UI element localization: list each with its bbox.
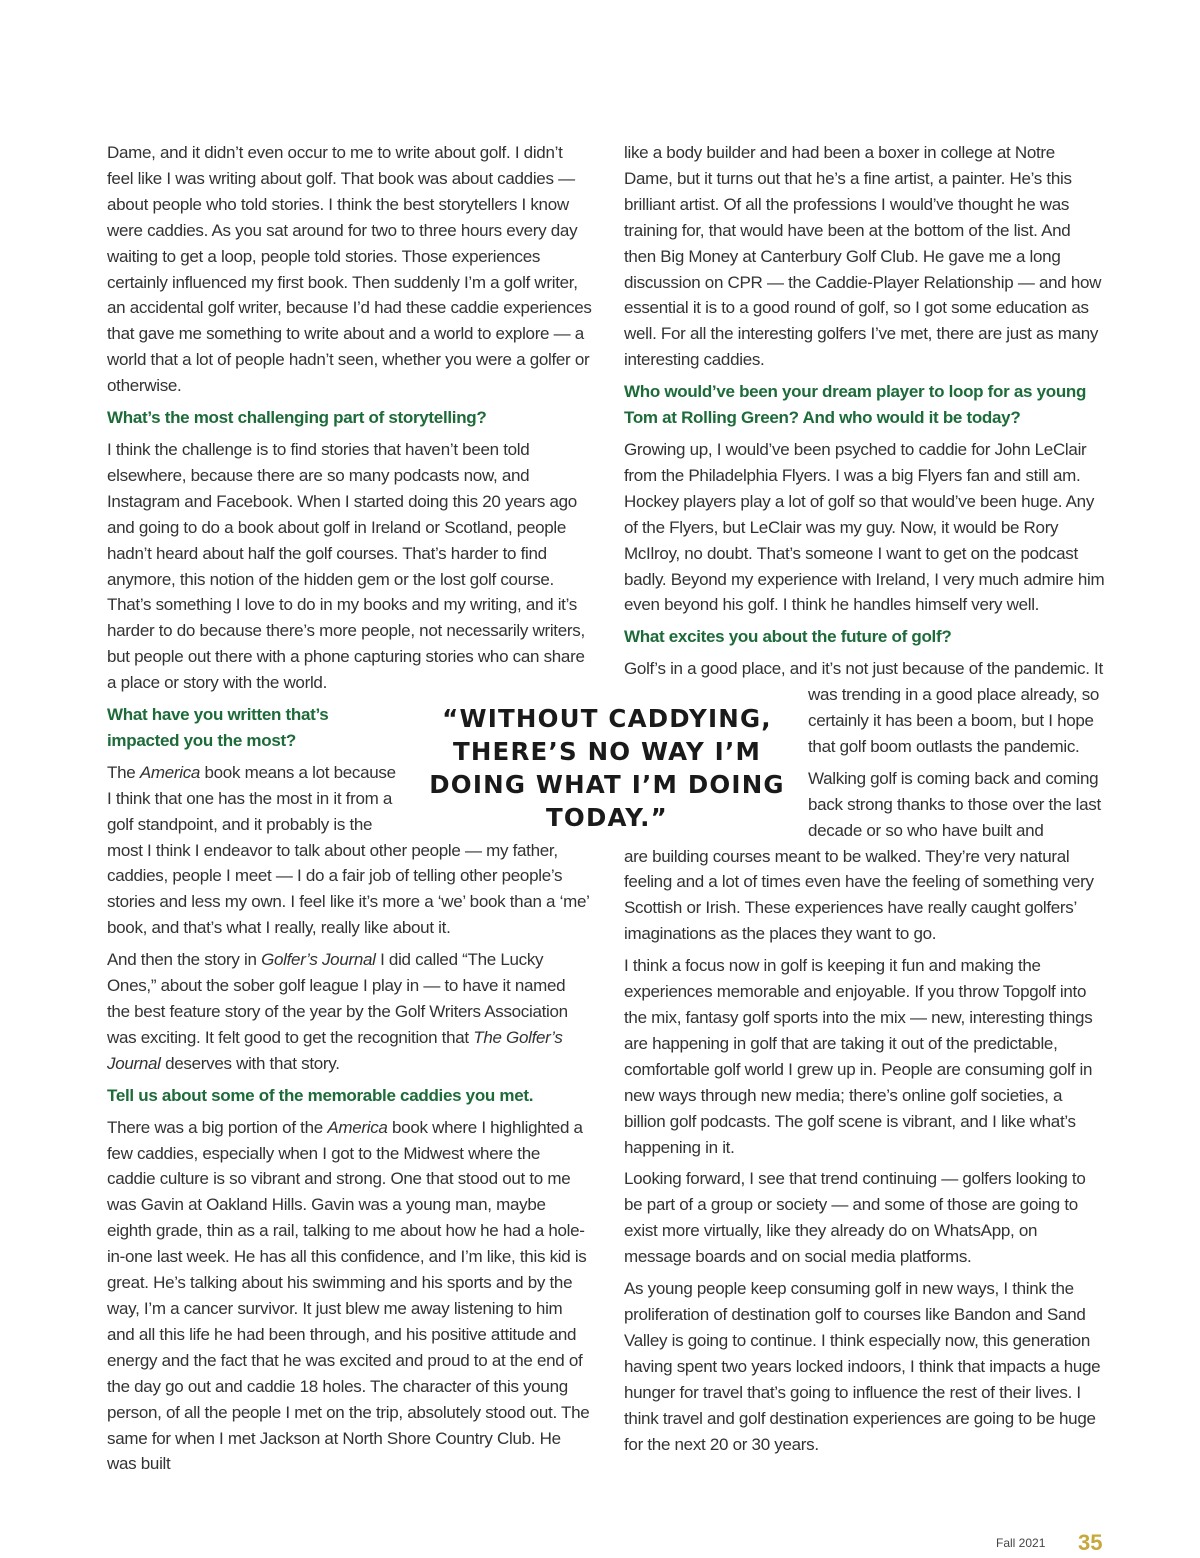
question-heading: Tell us about some of the memorable caddies you met. <box>107 1085 534 1105</box>
body-paragraph: Golf’s in a good place, and it’s not just because of the pandemic. It was trending in a good place already, so certainly it has been a boom, but I hope that golf boom outlasts the pandemic. <box>624 659 1103 756</box>
body-paragraph: I think a focus now in golf is keeping it fun and making the experiences memorable and enjoyable. If you throw Topgolf into the mix, fantasy golf sports into the mix — new, interesting things are happening in golf that are taking it out of the predictable, comfortable golf world I grew up in. People are consuming golf in new ways through new media; there’s online golf societies, a billion golf podcasts. The golf scene is vibrant, and I like what’s happening in it. <box>624 956 1093 1157</box>
body-paragraph: Looking forward, I see that trend continuing — golfers looking to be part of a group or society — and some of those are going to exist more virtually, like they already do on WhatsApp, on message boards and on social media platforms. <box>624 1169 1086 1267</box>
body-paragraph: As young people keep consuming golf in new ways, I think the proliferation of destination golf to courses like Bandon and Sand Valley is going to continue. I think especially now, this generation having spent two years locked indoors, I think that impacts a huge hunger for travel that’s going to influence the rest of their lives. I think travel and golf destination experiences are going to be huge for the next 20 or 30 years. <box>624 1279 1101 1454</box>
question-heading: What have you written that’s impacted you the most? <box>107 705 329 750</box>
body-paragraph: There was a big portion of the America book where I highlighted a few caddies, especially when I got to the Midwest where the caddie culture is so vibrant and strong. One that stood out to me was Gavin at Oakland Hills. Gavin was a young man, maybe eighth grade, thin as a rail, talking to me about how he had a hole-in-one last week. He has all this confidence, and I’m like, this kid is great. He’s talking about his swimming and his sports and by the way, I’m a cancer survivor. It just blew me away listening to him and all this life he had been through, and his positive attitude and energy and the fact that he was excited and proud to at the end of the day go out and caddie 18 holes. The character of this young person, of all the people I met on the trip, absolutely stood out. The same for when I met Jackson at North Shore Country Club. He was built <box>107 1117 590 1474</box>
body-paragraph: like a body builder and had been a boxer in college at Notre Dame, but it turns out that he’s a fine artist, a painter. He’s this brilliant artist. Of all the professions I would’ve thought he was training for, that would have been at the bottom of the list. And then Big Money at Canterbury Golf Club. He gave me a long discussion on CPR — the Caddie-Player Relationship — and how essential it is to a good round of golf, so I got some education as well. For all the interesting golfers I’ve met, there are just as many interesting caddies. <box>624 143 1102 370</box>
question-heading: What excites you about the future of golf? <box>624 627 952 647</box>
body-paragraph: Walking golf is coming back and coming back strong thanks to those over the last decade or so who have built and are building courses meant to be walked. They’re very natural feeling and a lot of times even have the feeling of something very Scottish or Irish. These experiences have really caught golfers’ imaginations as the places they want to go. <box>624 768 1101 944</box>
issue-label: Fall 2021 <box>996 1536 1046 1550</box>
body-paragraph: Growing up, I would’ve been psyched to caddie for John LeClair from the Philadelphia Flyers. I was a big Flyers fan and still am. Hockey players play a lot of golf so that would’ve been huge. Any of the Flyers, but LeClair was my guy. Now, it would be Rory McIlroy, no doubt. That’s someone I want to get on the podcast badly. Beyond my experience with Ireland, I very much admire him even beyond his golf. I think he handles himself very well. <box>624 439 1105 615</box>
question-heading: Who would’ve been your dream player to loop for as young Tom at Rolling Green? And who would it be today? <box>624 382 1087 428</box>
page-number: 35 <box>1078 1530 1103 1555</box>
body-paragraph: Dame, and it didn’t even occur to me to write about golf. I didn’t feel like I was writing about golf. That book was about caddies — about people who told stories. I think the best storytellers I know were caddies. As you sat around for two to three hours every day waiting to get a loop, people told stories. Those experiences certainly influenced my first book. Then suddenly I’m a golf writer, an accidental golf writer, because I’d had these caddie experiences that gave me something to write about and a world to explore — a world that a lot of people hadn’t seen, whether you were a golfer or otherwise. <box>107 143 592 396</box>
question-heading: What’s the most challenging part of storytelling? <box>107 408 487 428</box>
body-paragraph: The America book means a lot because I think that one has the most in it from a golf standpoint, and it probably is the most I think I endeavor to talk about other people — my father, caddies, people I meet — I do a fair job of telling other people’s stories and less my own. I feel like it’s more a ‘we’ book than a ‘me’ book, and that’s what I really, really like about it. <box>107 762 589 938</box>
pull-quote: “WITHOUT CADDYING, THERE’S NO WAY I’M DOING WHAT I’M DOING TODAY.” <box>429 704 785 832</box>
body-paragraph: And then the story in Golfer’s Journal I did called “The Lucky Ones,” about the sober golf league I play in — to have it named the best feature story of the year by the Golf Writers Association was exciting. It felt good to get the recognition that The Golfer’s Journal deserves with that story. <box>107 950 568 1073</box>
body-paragraph: I think the challenge is to find stories that haven’t been told elsewhere, because there are so many podcasts now, and Instagram and Facebook. When I started doing this 20 years ago and going to do a book about golf in Ireland or Scotland, people hadn’t heard about half the golf courses. That’s harder to find anymore, this notion of the hidden gem or the lost golf course. That’s something I love to do in my books and my writing, and it’s harder to do because there’s more people, not necessarily writers, but people out there with a phone capturing stories who can share a place or story with the world. <box>107 439 585 693</box>
